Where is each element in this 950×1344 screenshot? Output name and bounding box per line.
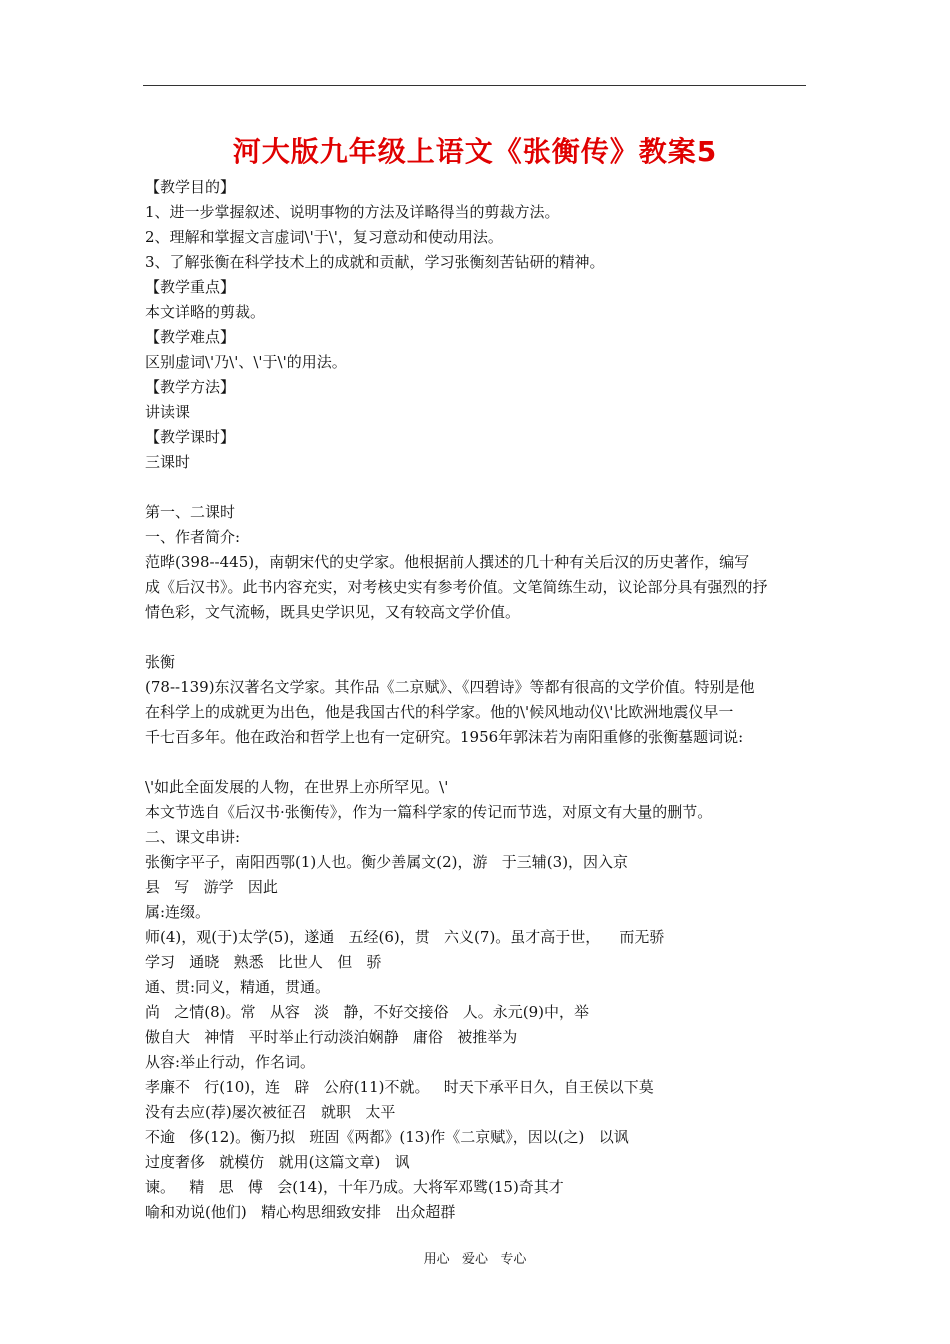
text-line: 情色彩，文气流畅，既具史学识见，又有较高文学价值。 [145, 603, 521, 621]
text-line: 一、作者简介: [145, 528, 241, 546]
text-line: 属:连缀。 [145, 903, 211, 921]
blank-line [145, 475, 810, 500]
text-line: 讲读课 [145, 403, 191, 421]
text-line: 傲自大 神情 平时举止行动淡泊娴静 庸俗 被推举为 [145, 1028, 518, 1046]
text-line: 【教学目的】 [145, 178, 236, 196]
text-line: 成《后汉书》。此书内容充实，对考核史实有参考价值。文笔简练生动，议论部分具有强烈的抒 [145, 578, 768, 596]
text-line: 【教学重点】 [145, 278, 236, 296]
text-line: 喻和劝说(他们) 精心构思细致安排 出众超群 [145, 1203, 456, 1221]
text-line: 1、进一步掌握叙述、说明事物的方法及详略得当的剪裁方法。 [145, 203, 560, 221]
text-line: 师(4)，观(于)太学(5)，遂通 五经(6)，贯 六义(7)。虽才高于世， 而无骄 [145, 928, 665, 946]
header-rule [143, 85, 806, 86]
document-body [145, 175, 810, 1225]
text-line: 【教学难点】 [145, 328, 236, 346]
text-line: 【教学方法】 [145, 378, 236, 396]
text-line: 过度奢侈 就模仿 就用(这篇文章) 讽 [145, 1153, 410, 1171]
text-line: 3、了解张衡在科学技术上的成就和贡献，学习张衡刻苦钻研的精神。 [145, 253, 605, 271]
text-line: 从容:举止行动，作名词。 [145, 1053, 316, 1071]
text-line: 张衡 [145, 653, 176, 671]
text-line: 千七百多年。他在政治和哲学上也有一定研究。1956年郭沫若为南阳重修的张衡墓题词说: [145, 728, 744, 746]
page-footer: 用心 爱心 专心 [423, 1252, 527, 1267]
text-line: 【教学课时】 [145, 428, 236, 446]
text-line: 通、贯:同义，精通，贯通。 [145, 978, 331, 996]
text-line: 三课时 [145, 453, 191, 471]
text-line: 尚 之情(8)。常 从容 淡 静，不好交接俗 人。永元(9)中，举 [145, 1003, 590, 1021]
text-line: 二、课文串讲: [145, 828, 241, 846]
text-line: 2、理解和掌握文言虚词\'于\'，复习意动和使动用法。 [145, 228, 503, 246]
text-line: 范晔(398--445)，南朝宋代的史学家。他根据前人撰述的几十种有关后汉的历史著作，编写 [145, 553, 750, 571]
text-line: 县 写 游学 因此 [145, 878, 278, 896]
blank-line [145, 625, 810, 650]
text-line: 本文节选自《后汉书·张衡传》，作为一篇科学家的传记而节选，对原文有大量的删节。 [145, 803, 713, 821]
text-line: 本文详略的剪裁。 [145, 303, 266, 321]
text-line: 区别虚词\'乃\'、\'于\'的用法。 [145, 353, 347, 371]
document-title: 河大版九年级上语文《张衡传》教案5 [232, 135, 718, 168]
text-line: 孝廉不 行(10)，连 辟 公府(11)不就。 时天下承平日久，自王侯以下莫 [145, 1078, 654, 1096]
text-line: 在科学上的成就更为出色，他是我国古代的科学家。他的\'候风地动仪\'比欧洲地震仪早一 [145, 703, 734, 721]
text-line: 不逾 侈(12)。衡乃拟 班固《两都》(13)作《二京赋》，因以(之) 以讽 [145, 1128, 629, 1146]
text-line: 第一、二课时 [145, 503, 236, 521]
text-line: 谏。 精 思 傅 会(14)，十年乃成。大将军邓骘(15)奇其才 [145, 1178, 564, 1196]
text-line: \'如此全面发展的人物，在世界上亦所罕见。\' [145, 778, 449, 796]
text-line: 没有去应(荐)屡次被征召 就职 太平 [145, 1103, 396, 1121]
text-line: (78--139)东汉著名文学家。其作品《二京赋》、《四碧诗》等都有很高的文学价值。特别是他 [145, 678, 755, 696]
blank-line [145, 750, 810, 775]
text-line: 张衡字平子，南阳西鄂(1)人也。衡少善属文(2)，游 于三辅(3)，因入京 [145, 853, 629, 871]
text-line: 学习 通晓 熟悉 比世人 但 骄 [145, 953, 382, 971]
